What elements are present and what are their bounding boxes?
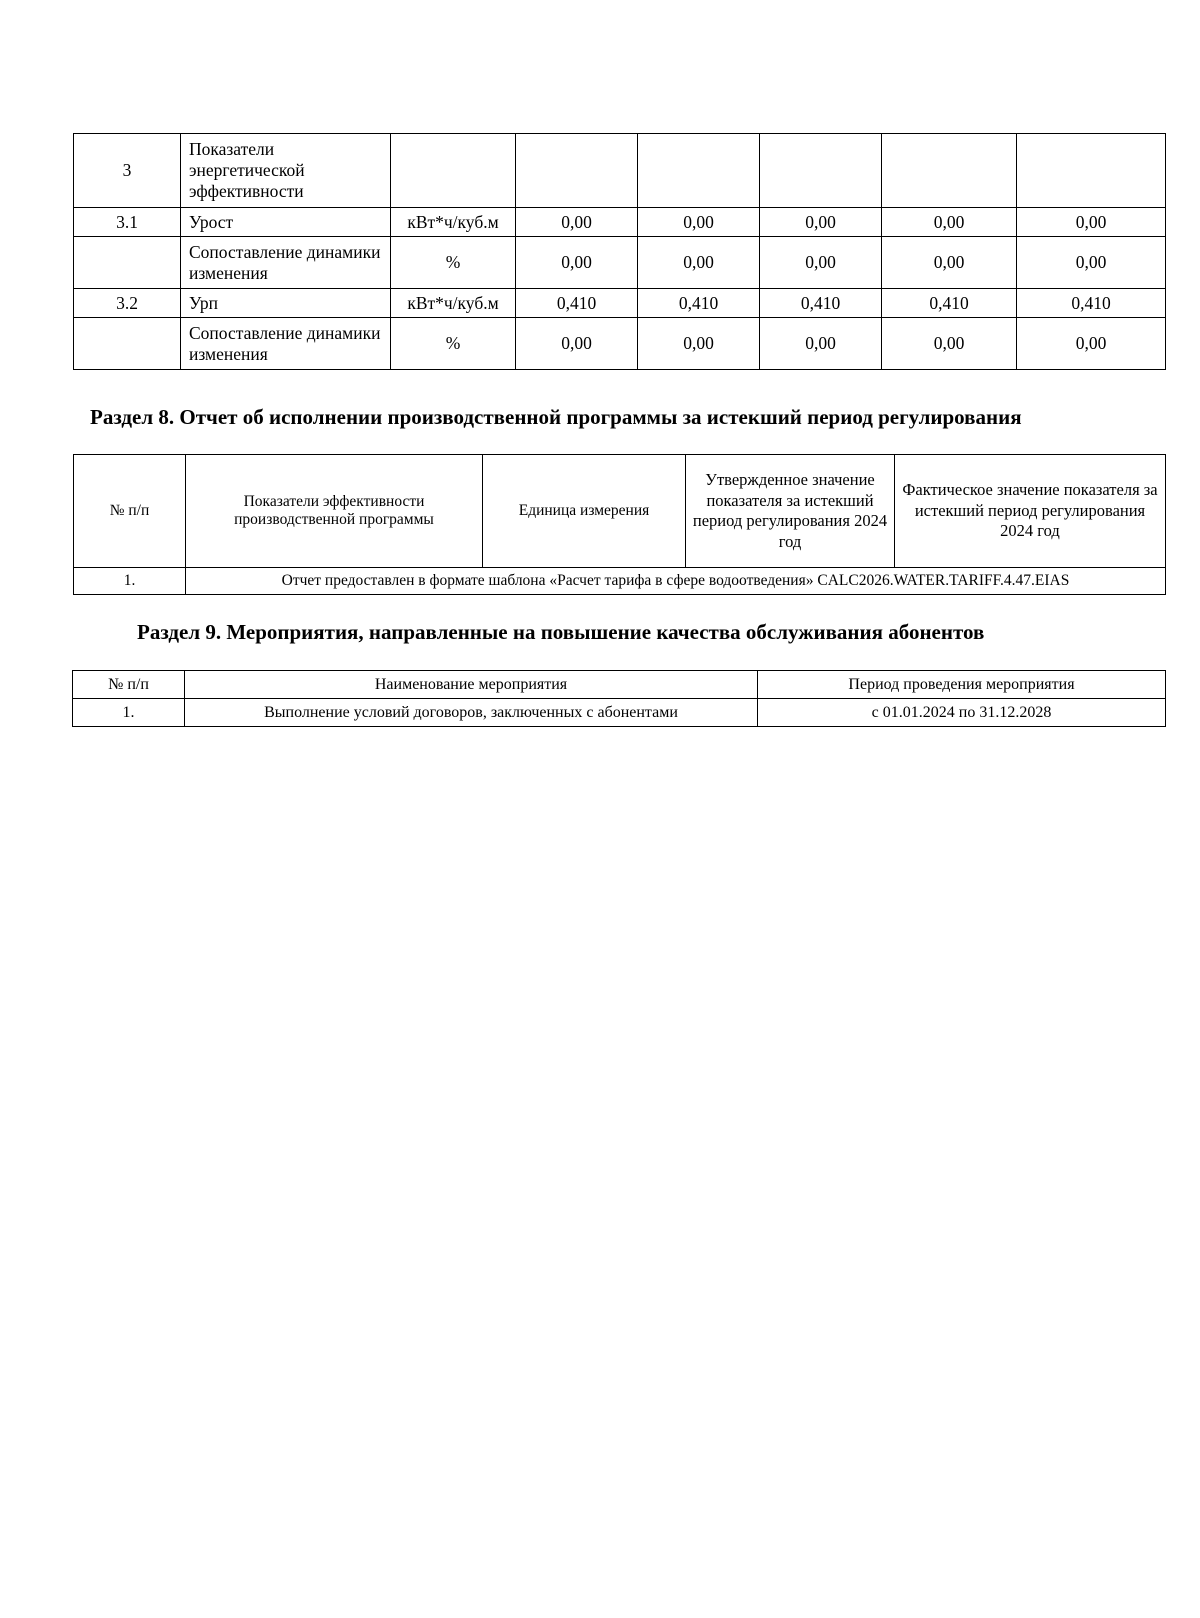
value-cell: 0,00: [516, 237, 638, 289]
row-number: 3.2: [74, 289, 181, 318]
value-cell: 0,410: [638, 289, 760, 318]
value-cell: 0,00: [516, 208, 638, 237]
table-header-row: [74, 455, 1166, 568]
table-row: [74, 237, 1166, 289]
section-8-title: Раздел 8. Отчет об исполнении производственной программы за истекший период регулирования: [90, 405, 1022, 429]
table-row: [74, 208, 1166, 237]
value-cell: 0,00: [1017, 237, 1166, 289]
table-header-row: [73, 671, 1166, 699]
row-number: 3: [74, 134, 181, 208]
unit-cell: кВт*ч/куб.м: [391, 208, 516, 237]
section-8-table: [73, 454, 1166, 595]
unit-cell: [391, 134, 516, 208]
measure-name: Выполнение условий договоров, заключенных с абонентами: [185, 699, 758, 727]
header-period: Период проведения мероприятия: [758, 671, 1166, 699]
section-9-title: Раздел 9. Мероприятия, направленные на повышение качества обслуживания абонентов: [137, 620, 985, 644]
row-number: 3.1: [74, 208, 181, 237]
unit-cell: %: [391, 318, 516, 370]
value-cell: [516, 134, 638, 208]
value-cell: 0,00: [1017, 208, 1166, 237]
table-row: [74, 134, 1166, 208]
header-unit: Единица измерения: [483, 455, 686, 568]
indicator-name: Сопоставление динамики изменения: [181, 237, 391, 289]
value-cell: 0,00: [638, 237, 760, 289]
header-name: Наименование мероприятия: [185, 671, 758, 699]
indicator-name: Урп: [181, 289, 391, 318]
header-num: № п/п: [73, 671, 185, 699]
value-cell: 0,00: [516, 318, 638, 370]
header-approved: Утвержденное значение показателя за истекший период регулирования 2024 год: [686, 455, 895, 568]
unit-cell: %: [391, 237, 516, 289]
indicator-name: Показатели энергетической эффективности: [181, 134, 391, 208]
unit-cell: кВт*ч/куб.м: [391, 289, 516, 318]
table-row: [74, 568, 1166, 595]
header-num: № п/п: [74, 455, 186, 568]
value-cell: [638, 134, 760, 208]
value-cell: [882, 134, 1017, 208]
value-cell: 0,410: [516, 289, 638, 318]
value-cell: 0,00: [882, 237, 1017, 289]
value-cell: 0,00: [882, 208, 1017, 237]
value-cell: 0,410: [760, 289, 882, 318]
value-cell: 0,00: [638, 208, 760, 237]
value-cell: 0,00: [1017, 318, 1166, 370]
value-cell: 0,410: [1017, 289, 1166, 318]
indicator-name: Урост: [181, 208, 391, 237]
table-row: [74, 318, 1166, 370]
value-cell: 0,00: [760, 208, 882, 237]
value-cell: 0,00: [638, 318, 760, 370]
value-cell: 0,00: [760, 318, 882, 370]
value-cell: [1017, 134, 1166, 208]
row-number: 1.: [74, 568, 186, 595]
report-note: Отчет предоставлен в формате шаблона «Расчет тарифа в сфере водоотведения» CALC2026.WATER.TARIFF.4.47.EIAS: [186, 568, 1166, 595]
energy-efficiency-table: [73, 133, 1166, 370]
row-number: [74, 237, 181, 289]
measure-period: с 01.01.2024 по 31.12.2028: [758, 699, 1166, 727]
header-actual: Фактическое значение показателя за истекший период регулирования 2024 год: [895, 455, 1166, 568]
table-row: [74, 289, 1166, 318]
row-number: [74, 318, 181, 370]
value-cell: 0,410: [882, 289, 1017, 318]
value-cell: [760, 134, 882, 208]
row-number: 1.: [73, 699, 185, 727]
indicator-name: Сопоставление динамики изменения: [181, 318, 391, 370]
value-cell: 0,00: [882, 318, 1017, 370]
header-indicators: Показатели эффективности производственной программы: [186, 455, 483, 568]
value-cell: 0,00: [760, 237, 882, 289]
table-row: [73, 699, 1166, 727]
section-9-table: [72, 670, 1166, 727]
